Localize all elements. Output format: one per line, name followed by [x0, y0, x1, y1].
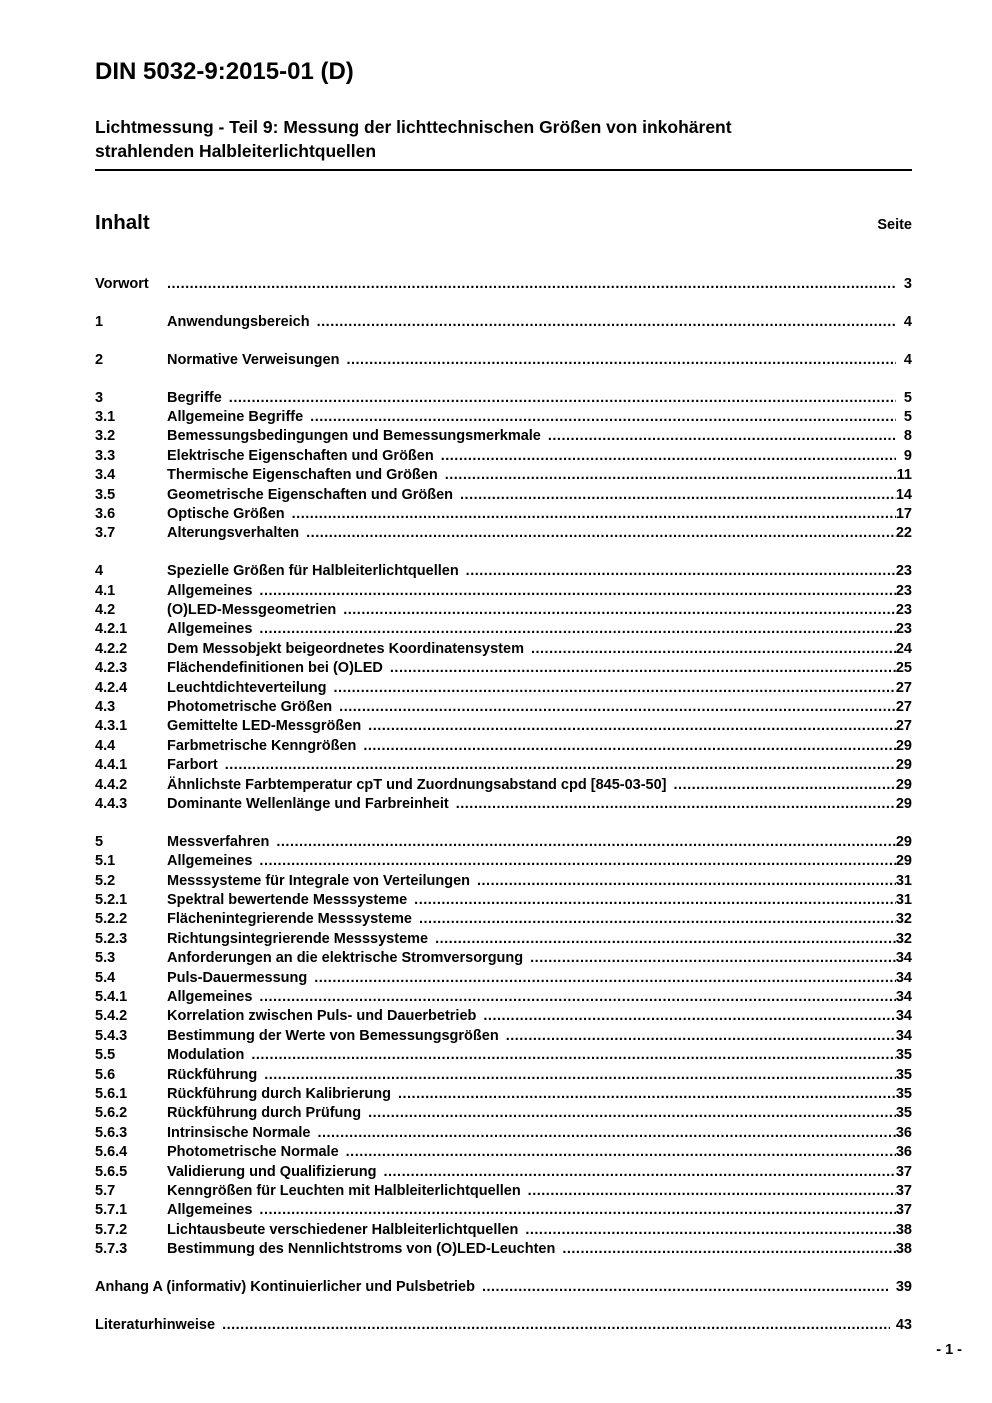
toc-leader-dots: [259, 853, 895, 869]
toc-leader-dots: [259, 989, 895, 1005]
toc-entry-title: Photometrische Normale: [167, 1144, 339, 1161]
toc-entry-title: Dem Messobjekt beigeordnetes Koordinatensystem: [167, 640, 524, 657]
toc-leader-dots: [456, 796, 896, 812]
toc-entry-number: 5.1: [95, 853, 116, 870]
toc-entry-title: Allgemeines: [167, 989, 253, 1005]
toc-entry-page: 43: [895, 1316, 912, 1333]
toc-entry-page: 32: [895, 911, 912, 928]
toc-entry-page: 39: [895, 1278, 912, 1295]
toc-entry-number: 5.4.2: [95, 1008, 128, 1025]
toc-entry-number: 3.5: [95, 486, 116, 503]
toc-entry-number: 5.7.3: [95, 1241, 128, 1258]
toc-leader-dots: [398, 1086, 896, 1102]
toc-entry: [95, 1144, 912, 1163]
toc-entry-page: 38: [895, 1221, 912, 1238]
toc-entry: [95, 989, 912, 1008]
toc-entry-page: 29: [895, 853, 912, 870]
toc-entry-number: 5: [95, 833, 104, 850]
toc-entry-number: 4.2.1: [95, 621, 128, 638]
toc-entry: [95, 777, 912, 796]
toc-entry-title: Alterungsverhalten: [167, 525, 300, 542]
toc-entry-page: 29: [895, 737, 912, 754]
doc-title-line-2: strahlenden Halbleiterlichtquellen: [95, 140, 377, 161]
toc-entry-title: Allgemeine Begriffe: [167, 409, 304, 426]
toc-entry-page: 29: [895, 833, 912, 850]
toc-leader-dots: [314, 970, 896, 986]
toc-entry: [95, 680, 912, 699]
toc-entry-number: 5.6.5: [95, 1163, 128, 1180]
toc-leader-dots: [334, 680, 896, 696]
toc-entry-title: Flächendefinitionen bei (O)LED: [167, 660, 383, 677]
toc-leader-dots: [317, 1125, 895, 1141]
toc-entry: [95, 525, 912, 544]
toc-entry: [95, 931, 912, 950]
toc-entry-page: 8: [903, 428, 912, 445]
toc-entry-number: 4: [95, 563, 104, 580]
toc-entry-number: 4.4.2: [95, 776, 128, 793]
toc-entry-number: 3.3: [95, 447, 116, 464]
toc-entry-title: Thermische Eigenschaften und Größen: [167, 467, 438, 484]
toc-entry-number: 4.3.1: [95, 718, 128, 735]
toc-entry-number: 4.2.3: [95, 660, 128, 677]
toc-entry-number: 4.2.4: [95, 679, 128, 696]
toc-leader-dots: [548, 428, 896, 444]
toc-entry: [95, 428, 912, 447]
toc-entry-title: Allgemeines: [167, 621, 253, 638]
toc-entry-page: 23: [895, 563, 912, 580]
toc-leader-dots: [460, 487, 896, 503]
toc-leader-dots: [167, 276, 896, 292]
doc-number-heading: DIN 5032-9:2015-01 (D): [95, 58, 354, 85]
toc-entry-number: 5.2.3: [95, 930, 128, 947]
toc-entry-page: 27: [895, 699, 912, 716]
toc-leader-dots: [530, 950, 896, 966]
toc-entry: [95, 970, 912, 989]
toc-entry: [95, 1279, 912, 1298]
toc-entry-title: Farbort: [167, 757, 218, 774]
toc-entry-page: 36: [895, 1124, 912, 1141]
toc-entry-page: 34: [895, 1008, 912, 1025]
toc-entry-page: 35: [895, 1047, 912, 1064]
toc-entry-page: 22: [895, 525, 912, 542]
toc-entry-title: Allgemeines: [167, 1202, 253, 1219]
toc-entry-page: 27: [895, 718, 912, 735]
toc-entry-title: Bestimmung der Werte von Bemessungsgrößen: [167, 1027, 499, 1044]
toc-entry-number: 4.2: [95, 602, 116, 619]
toc-entry-title: Allgemeines: [167, 582, 253, 599]
toc-entry-page: 37: [895, 1163, 912, 1180]
toc-leader-dots: [445, 467, 896, 483]
toc-entry-title: Leuchtdichteverteilung: [167, 679, 327, 696]
toc-entry-title: Gemittelte LED-Messgrößen: [167, 718, 362, 735]
toc-leader-dots: [506, 1028, 896, 1044]
toc-entry-page: 4: [903, 351, 912, 368]
toc-entry-number: 3.1: [95, 409, 116, 426]
toc-leader-dots: [259, 583, 895, 599]
toc-entry-number: 5.6.4: [95, 1144, 128, 1161]
toc-entry-page: 11: [896, 467, 912, 484]
toc-heading: Inhalt: [95, 211, 150, 234]
toc-leader-dots: [477, 873, 896, 889]
toc-leader-dots: [225, 757, 896, 773]
toc-leader-dots: [317, 314, 896, 330]
toc-entry-title: Anhang A (informativ) Kontinuierlicher und Pulsbetrieb: [95, 1278, 475, 1295]
toc-leader-dots: [674, 777, 896, 793]
toc-entry: [95, 1067, 912, 1086]
toc-entry-number: 5.6.2: [95, 1105, 128, 1122]
toc-entry-title: Intrinsische Normale: [167, 1124, 311, 1141]
toc-entry-page: 29: [895, 757, 912, 774]
toc-leader-dots: [259, 621, 895, 637]
toc-entry-page: 35: [895, 1105, 912, 1122]
toc-entry-title: Spektral bewertende Messsysteme: [167, 892, 408, 909]
toc-leader-dots: [466, 563, 896, 579]
toc-entry-title: Literaturhinweise: [95, 1316, 216, 1333]
doc-title: [95, 116, 912, 171]
toc-entry-page: 34: [895, 989, 912, 1005]
toc-entry-number: 3.2: [95, 428, 116, 445]
toc-leader-dots: [251, 1047, 896, 1063]
toc-entry: [95, 563, 912, 582]
toc-entry-page: 29: [895, 776, 912, 793]
toc-entry-title: Rückführung durch Prüfung: [167, 1105, 362, 1122]
toc-entry-title: Rückführung durch Kalibrierung: [167, 1085, 391, 1102]
toc-entry: [95, 1164, 912, 1183]
toc-entry-page: 37: [895, 1182, 912, 1199]
toc-entry-title: Kenngrößen für Leuchten mit Halbleiterlichtquellen: [167, 1182, 521, 1199]
toc-entry: [95, 853, 912, 872]
toc-entry-title: Elektrische Eigenschaften und Größen: [167, 447, 434, 464]
toc-entry-title: Messverfahren: [167, 833, 270, 850]
toc-leader-dots: [222, 1317, 890, 1333]
toc-leader-dots: [368, 1105, 896, 1121]
toc-entry: [95, 1241, 912, 1260]
toc-entry-number: 5.5: [95, 1047, 116, 1064]
toc-entry-page: 32: [895, 930, 912, 947]
toc-entry-page: 37: [895, 1202, 912, 1219]
toc-leader-dots: [339, 699, 896, 715]
toc-entry: [95, 873, 912, 892]
toc-entry-title: Bemessungsbedingungen und Bemessungsmerkmale: [167, 428, 541, 445]
toc-entry-title: Anwendungsbereich: [167, 313, 310, 330]
toc-leader-dots: [306, 525, 896, 541]
toc-entry: [95, 352, 912, 371]
toc-header: [95, 211, 912, 235]
toc-entry-page: 34: [895, 1027, 912, 1044]
toc-entry-page: 3: [903, 276, 912, 292]
toc-entry-page: 24: [895, 640, 912, 657]
toc-entry: [95, 506, 912, 525]
toc-leader-dots: [346, 352, 896, 368]
toc-leader-dots: [292, 506, 896, 522]
toc-page-column-label: Seite: [877, 217, 912, 233]
toc-entry-number: 5.6.3: [95, 1124, 128, 1141]
toc-entry: [95, 1086, 912, 1105]
toc-entry-page: 31: [895, 872, 912, 889]
toc-leader-dots: [525, 1222, 896, 1238]
toc-entry: [95, 390, 912, 409]
toc-entry-number: 5.7.1: [95, 1202, 128, 1219]
toc-entry-number: 5.2.1: [95, 892, 128, 909]
toc-entry: [95, 911, 912, 930]
toc-leader-dots: [390, 660, 896, 676]
toc-entry-number: 5.6: [95, 1066, 116, 1083]
toc-leader-dots: [310, 409, 896, 425]
toc-entry-number: 5.3: [95, 950, 116, 967]
doc-title-line-1: Lichtmessung - Teil 9: Messung der lichttechnischen Größen von inkohärent: [95, 117, 732, 137]
toc-leader-dots: [276, 834, 896, 850]
toc-leader-dots: [343, 602, 896, 618]
toc-entry-title: Korrelation zwischen Puls- und Dauerbetrieb: [167, 1008, 477, 1025]
toc-entry-page: 25: [895, 660, 912, 677]
toc-entry-page: 27: [895, 679, 912, 696]
toc-entry-title: Lichtausbeute verschiedener Halbleiterlichtquellen: [167, 1221, 519, 1238]
toc-entry-number: 5.6.1: [95, 1085, 128, 1102]
toc-entry: [95, 583, 912, 602]
toc-entry-number: 4.4.3: [95, 795, 128, 812]
toc-entry-number: 4.2.2: [95, 640, 128, 657]
toc-entry-title: Flächenintegrierende Messsysteme: [167, 911, 412, 928]
toc-entry-page: 23: [895, 582, 912, 599]
toc-entry-page: 23: [895, 602, 912, 619]
toc-entry: [95, 1222, 912, 1241]
toc-entry-page: 35: [895, 1085, 912, 1102]
toc-entry-title: Normative Verweisungen: [167, 351, 340, 368]
toc-entry-page: 34: [895, 950, 912, 967]
toc-entry-number: 5.4: [95, 969, 116, 986]
toc-entry-page: 35: [895, 1066, 912, 1083]
toc-entry: [95, 718, 912, 737]
toc-entry: [95, 834, 912, 853]
toc-entry-number: 3: [95, 389, 104, 406]
toc-entry: [95, 621, 912, 640]
toc-entry-page: 4: [903, 313, 912, 330]
toc-entry: [95, 314, 912, 333]
toc-entry: [95, 467, 912, 486]
toc-entry-page: 31: [895, 892, 912, 909]
toc-entry-title: (O)LED-Messgeometrien: [167, 602, 337, 619]
toc-leader-dots: [482, 1279, 890, 1295]
toc-entry: [95, 1125, 912, 1144]
toc-leader-dots: [528, 1183, 896, 1199]
toc-entry: [95, 602, 912, 621]
toc-entry: [95, 1202, 912, 1221]
toc-entry-title: Photometrische Größen: [167, 699, 333, 716]
toc-entry-number: 5.7.2: [95, 1221, 128, 1238]
toc-entry-page: 14: [895, 486, 912, 503]
toc-leader-dots: [435, 931, 896, 947]
toc-entry-number: 4.1: [95, 582, 116, 599]
toc-leader-dots: [562, 1241, 896, 1257]
toc-entry: [95, 1317, 912, 1336]
toc-entry-number: 5.2: [95, 872, 116, 889]
toc-entry: [95, 487, 912, 506]
toc-entry-title: Allgemeines: [167, 853, 253, 870]
toc-entry-number: 4.4.1: [95, 757, 128, 774]
toc-entry-page: 5: [903, 409, 912, 426]
page-number-footer: - 1 -: [936, 1342, 962, 1358]
toc-entry-title: Spezielle Größen für Halbleiterlichtquellen: [167, 563, 459, 580]
toc-entry-title: Validierung und Qualifizierung: [167, 1163, 377, 1180]
toc-entry-title: Messsysteme für Integrale von Verteilungen: [167, 872, 470, 889]
toc-entry-number: 5.7: [95, 1182, 116, 1199]
toc-entry: [95, 757, 912, 776]
toc-entry-title: Bestimmung des Nennlichtstroms von (O)LED-Leuchten: [167, 1241, 556, 1258]
toc-entry: [95, 448, 912, 467]
toc-entry-number: 1: [95, 313, 104, 330]
toc-entry-number: 5.4.1: [95, 989, 128, 1005]
toc-entry-title: Richtungsintegrierende Messsysteme: [167, 930, 429, 947]
toc-entry: [95, 892, 912, 911]
toc-entry: [95, 276, 912, 295]
toc-leader-dots: [363, 738, 896, 754]
toc-entry: [95, 660, 912, 679]
toc-leader-dots: [414, 892, 896, 908]
toc-entry: [95, 950, 912, 969]
toc-entry-page: 36: [895, 1144, 912, 1161]
toc-entry-title: Dominante Wellenlänge und Farbreinheit: [167, 795, 449, 812]
toc-entry-page: 9: [903, 447, 912, 464]
toc-entry-title: Rückführung: [167, 1066, 258, 1083]
toc-leader-dots: [419, 911, 896, 927]
toc-leader-dots: [531, 641, 896, 657]
toc-leader-dots: [264, 1067, 896, 1083]
toc-entry: [95, 1028, 912, 1047]
toc-entry: [95, 1047, 912, 1066]
toc-entry-number: 4.3: [95, 699, 116, 716]
toc-entry-number: 2: [95, 351, 104, 368]
toc-leader-dots: [483, 1008, 895, 1024]
toc-entry-title: Begriffe: [167, 389, 222, 406]
toc-entry-title: Puls-Dauermessung: [167, 969, 308, 986]
toc-entry: [95, 641, 912, 660]
toc-entry-title: Ähnlichste Farbtemperatur cpT und Zuordnungsabstand cpd [845-03-50]: [167, 776, 667, 793]
toc-entry-page: 5: [903, 389, 912, 406]
toc-entry: [95, 1008, 912, 1027]
toc-entry-number: 5.4.3: [95, 1027, 128, 1044]
toc-entry-page: 23: [895, 621, 912, 638]
toc-entry-title: Geometrische Eigenschaften und Größen: [167, 486, 454, 503]
toc-entry-number: 4.4: [95, 737, 116, 754]
toc-leader-dots: [346, 1144, 896, 1160]
toc-leader-dots: [368, 718, 896, 734]
toc-leader-dots: [441, 448, 896, 464]
toc-entry-page: 34: [895, 969, 912, 986]
toc-entry: [95, 1105, 912, 1124]
toc-leader-dots: [259, 1202, 895, 1218]
toc-entry-title: Optische Größen: [167, 506, 285, 523]
toc-entry-title: Anforderungen an die elektrische Stromversorgung: [167, 950, 524, 967]
toc-entry-page: 38: [895, 1241, 912, 1258]
toc-entry-number: 3.6: [95, 506, 116, 523]
toc-leader-dots: [229, 390, 896, 406]
toc-entry: [95, 1183, 912, 1202]
toc-entry-number: 3.4: [95, 467, 116, 484]
toc-entry: [95, 699, 912, 718]
toc-entry-title: Modulation: [167, 1047, 245, 1064]
toc-entry: [95, 409, 912, 428]
toc-entry: [95, 796, 912, 815]
toc-leader-dots: [383, 1164, 895, 1180]
toc-entry-number: Vorwort: [95, 276, 149, 292]
toc-entry-number: 5.2.2: [95, 911, 128, 928]
toc-entry-page: 17: [895, 506, 912, 523]
toc-entry: [95, 738, 912, 757]
toc-entry-title: Farbmetrische Kenngrößen: [167, 737, 357, 754]
toc-entry-number: 3.7: [95, 525, 116, 542]
toc-entry-page: 29: [895, 795, 912, 812]
toc-list: [95, 276, 912, 1336]
